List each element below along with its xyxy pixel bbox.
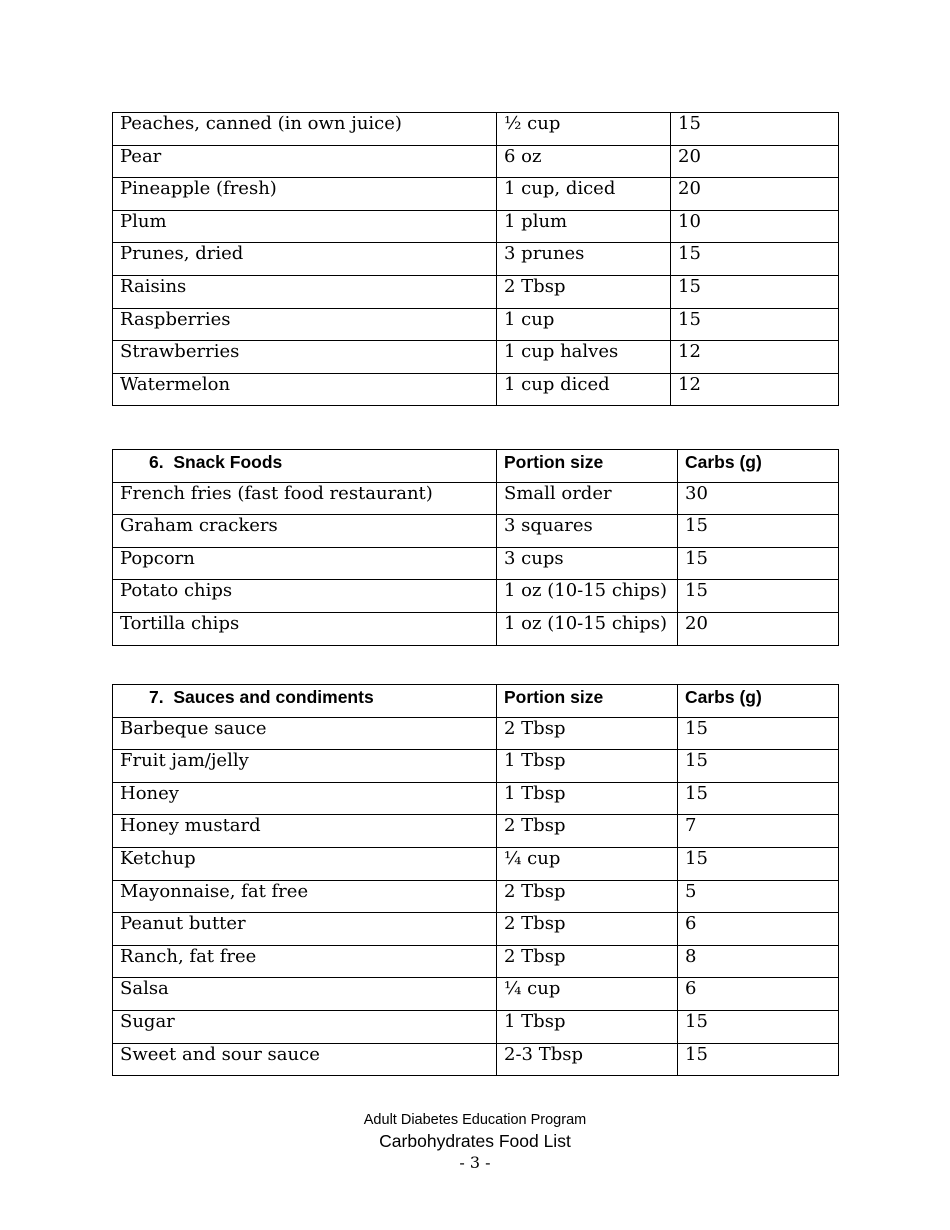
table-row [113,815,839,848]
table-row [113,341,839,374]
sauces-condiments-table [112,684,839,1076]
portion-size-cell: ¼ cup [497,847,678,880]
table-row [113,243,839,276]
table-row [113,210,839,243]
food-name-cell: Sweet and sour sauce [113,1043,497,1076]
portion-size-cell: 2 Tbsp [497,815,678,848]
carbs-cell: 15 [671,243,839,276]
food-name-cell: Tortilla chips [113,612,497,645]
food-name-cell: Barbeque sauce [113,717,497,750]
table-row [113,880,839,913]
carbs-cell: 15 [678,847,839,880]
food-name-cell: Watermelon [113,373,497,406]
carbs-cell: 15 [678,750,839,783]
portion-size-cell: 2 Tbsp [497,717,678,750]
food-name-cell: Prunes, dried [113,243,497,276]
carbs-cell: 8 [678,945,839,978]
table-row [113,847,839,880]
carbs-cell: 15 [671,275,839,308]
food-name-cell: Plum [113,210,497,243]
table-header-row [113,450,839,483]
portion-size-cell: 2 Tbsp [497,913,678,946]
portion-size-cell: 1 oz (10-15 chips) [497,612,678,645]
fruits-table-body [113,113,839,406]
carbs-cell: 15 [671,113,839,146]
food-name-cell: Graham crackers [113,515,497,548]
food-name-cell: Potato chips [113,580,497,613]
page-number: - 3 - [459,1153,491,1172]
portion-size-cell: 2 Tbsp [497,945,678,978]
section-heading [113,450,497,483]
carbs-cell: 10 [671,210,839,243]
portion-size-header: Portion size [497,450,678,483]
carbs-header: Carbs (g) [678,685,839,718]
carbs-cell: 15 [671,308,839,341]
portion-size-cell: 1 plum [497,210,671,243]
food-name-cell: Strawberries [113,341,497,374]
food-name-cell: Raisins [113,275,497,308]
snack-foods-table-body [113,450,839,646]
carbs-cell: 12 [671,341,839,374]
portion-size-cell: 3 squares [497,515,678,548]
snack-foods-table [112,449,839,646]
food-name-cell: Raspberries [113,308,497,341]
section-number: 7. [149,687,164,707]
sauces-table-body [113,685,839,1076]
section-title: Sauces and condiments [173,687,374,707]
food-name-cell: Sugar [113,1010,497,1043]
table-row [113,113,839,146]
portion-size-cell: 6 oz [497,145,671,178]
carbs-cell: 5 [678,880,839,913]
food-name-cell: French fries (fast food restaurant) [113,482,497,515]
table-row [113,373,839,406]
portion-size-cell: 1 Tbsp [497,782,678,815]
portion-size-cell: 2-3 Tbsp [497,1043,678,1076]
food-name-cell: Pineapple (fresh) [113,178,497,211]
carbs-cell: 6 [678,978,839,1011]
food-name-cell: Peanut butter [113,913,497,946]
carbs-cell: 20 [671,145,839,178]
carbs-cell: 7 [678,815,839,848]
section-title: Snack Foods [173,452,283,472]
food-name-cell: Honey [113,782,497,815]
portion-size-cell: 1 oz (10-15 chips) [497,580,678,613]
carbs-header: Carbs (g) [678,450,839,483]
table-row [113,913,839,946]
carbs-cell: 6 [678,913,839,946]
table-row [113,1010,839,1043]
carbs-cell: 20 [678,612,839,645]
portion-size-cell: 3 prunes [497,243,671,276]
portion-size-cell: 1 cup diced [497,373,671,406]
table-row [113,717,839,750]
section-number: 6. [149,452,164,472]
table-row [113,945,839,978]
table-row [113,275,839,308]
carbs-cell: 30 [678,482,839,515]
portion-size-cell: 1 cup [497,308,671,341]
carbs-cell: 15 [678,782,839,815]
portion-size-cell: 2 Tbsp [497,275,671,308]
portion-size-header: Portion size [497,685,678,718]
portion-size-cell: Small order [497,482,678,515]
food-name-cell: Salsa [113,978,497,1011]
food-name-cell: Fruit jam/jelly [113,750,497,783]
carbs-cell: 15 [678,1043,839,1076]
fruits-table-continued [112,112,839,406]
food-name-cell: Popcorn [113,547,497,580]
carbs-cell: 15 [678,515,839,548]
table-row [113,612,839,645]
portion-size-cell: ¼ cup [497,978,678,1011]
portion-size-cell: 3 cups [497,547,678,580]
footer-program: Adult Diabetes Education Program [363,1112,587,1128]
carbs-cell: 12 [671,373,839,406]
carbs-cell: 15 [678,547,839,580]
food-name-cell: Peaches, canned (in own juice) [113,113,497,146]
portion-size-cell: ½ cup [497,113,671,146]
footer-doc-title: Carbohydrates Food List [379,1131,571,1151]
table-row [113,308,839,341]
food-name-cell: Ranch, fat free [113,945,497,978]
portion-size-cell: 1 cup, diced [497,178,671,211]
portion-size-cell: 1 Tbsp [497,1010,678,1043]
portion-size-cell: 1 Tbsp [497,750,678,783]
table-row [113,145,839,178]
table-row [113,580,839,613]
portion-size-cell: 2 Tbsp [497,880,678,913]
table-row [113,782,839,815]
carbs-cell: 20 [671,178,839,211]
table-row [113,978,839,1011]
table-row [113,515,839,548]
table-row [113,1043,839,1076]
section-heading [113,685,497,718]
table-row [113,482,839,515]
table-header-row [113,685,839,718]
carbs-cell: 15 [678,717,839,750]
carbs-cell: 15 [678,580,839,613]
table-row [113,750,839,783]
food-name-cell: Pear [113,145,497,178]
food-name-cell: Honey mustard [113,815,497,848]
food-name-cell: Ketchup [113,847,497,880]
portion-size-cell: 1 cup halves [497,341,671,374]
table-row [113,178,839,211]
carbs-cell: 15 [678,1010,839,1043]
food-name-cell: Mayonnaise, fat free [113,880,497,913]
table-row [113,547,839,580]
